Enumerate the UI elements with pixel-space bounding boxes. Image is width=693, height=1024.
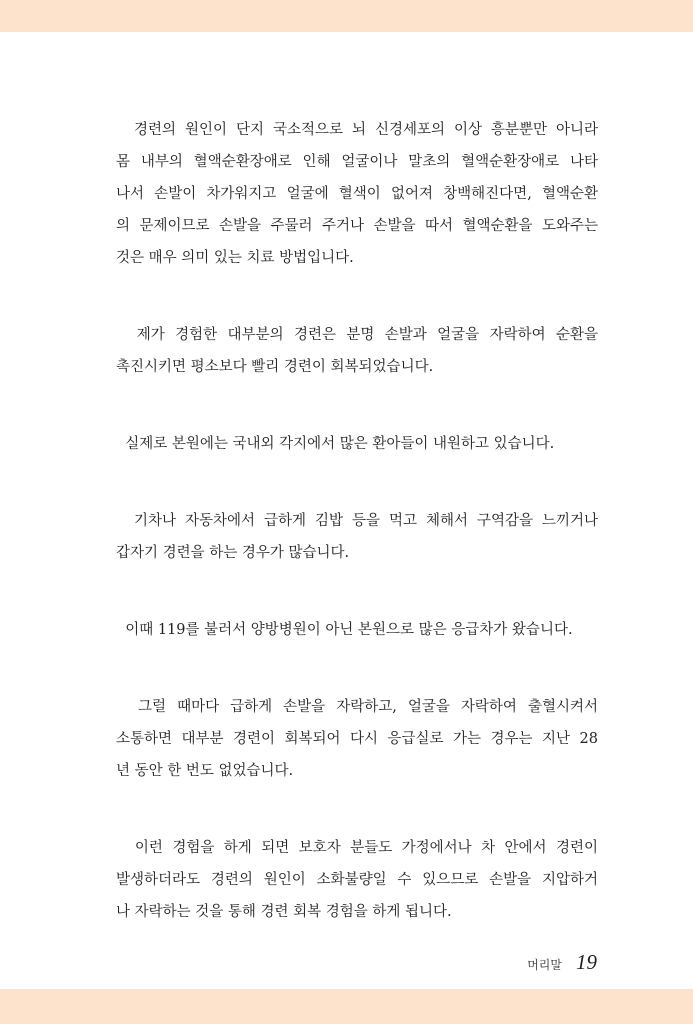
- text-line: 의 문제이므로 손발을 주물러 주거나 손발을 따서 혈액순환을 도와주는: [116, 218, 598, 234]
- bottom-decorative-band: [0, 989, 693, 1024]
- text-line: 기차나 자동차에서 급하게 김밥 등을 먹고 체해서 구역감을 느끼거나: [116, 513, 598, 529]
- paragraph: [116, 505, 598, 569]
- paragraph: [116, 428, 598, 460]
- text-line: 그럴 때마다 급하게 손발을 자락하고, 얼굴을 자락하여 출혈시켜서: [116, 699, 598, 715]
- body-text: [116, 114, 598, 973]
- text-line: 나 자락하는 것을 통해 경련 회복 경험을 하게 됩니다.: [116, 904, 452, 920]
- paragraph: [116, 691, 598, 787]
- top-decorative-band: [0, 0, 693, 32]
- paragraph: [116, 114, 598, 274]
- page-number: 19: [576, 950, 597, 974]
- text-line: 제가 경험한 대부분의 경련은 분명 손발과 얼굴을 자락하여 순환을: [116, 327, 598, 343]
- text-line: 갑자기 경련을 하는 경우가 많습니다.: [116, 545, 350, 561]
- page-footer: [527, 950, 597, 975]
- paragraph: [116, 832, 598, 928]
- text-line: 촉진시키면 평소보다 빨리 경련이 회복되었습니다.: [116, 359, 434, 375]
- text-line: 이때 119를 불러서 양방병원이 아닌 본원으로 많은 응급차가 왔습니다.: [116, 622, 573, 638]
- paragraph: [116, 614, 598, 646]
- text-line: 소통하면 대부분 경련이 회복되어 다시 응급실로 가는 경우는 지난 28: [116, 731, 598, 747]
- text-line: 몸 내부의 혈액순환장애로 인해 얼굴이나 말초의 혈액순환장애로 나타: [116, 154, 598, 170]
- section-name: 머리말: [527, 958, 562, 972]
- text-line: 실제로 본원에는 국내외 각지에서 많은 환아들이 내원하고 있습니다.: [116, 436, 555, 452]
- text-line: 년 동안 한 번도 없었습니다.: [116, 763, 294, 779]
- text-line: 이런 경험을 하게 되면 보호자 분들도 가정에서나 차 안에서 경련이: [116, 840, 598, 856]
- text-line: 경련의 원인이 단지 국소적으로 뇌 신경세포의 이상 흥분뿐만 아니라: [116, 122, 598, 138]
- text-line: 발생하더라도 경련의 원인이 소화불량일 수 있으므로 손발을 지압하거: [116, 872, 598, 888]
- text-line: 나서 손발이 차가워지고 얼굴에 혈색이 없어져 창백해진다면, 혈액순환: [116, 186, 598, 202]
- paragraph: [116, 319, 598, 383]
- text-line: 것은 매우 의미 있는 치료 방법입니다.: [116, 250, 354, 266]
